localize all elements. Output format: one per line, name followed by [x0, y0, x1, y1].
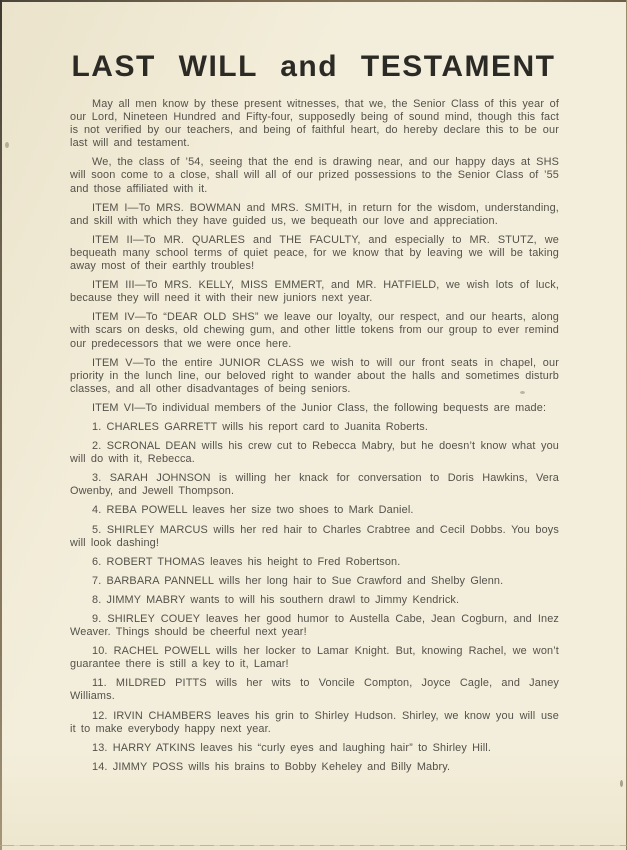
bequest-paragraph: 13. HARRY ATKINS leaves his “curly eyes and laughing hair” to Shirley Hill. [92, 741, 492, 754]
scan-edge-top [0, 0, 627, 2]
bequest-paragraph: 5. SHIRLEY MARCUS wills her red hair to Charles Crabtree and Cecil Dobbs. You boys will look dashing! [70, 523, 559, 549]
page-title: LAST WILL and TESTAMENT [71, 50, 556, 83]
scan-edge-bottom [0, 845, 627, 846]
scan-edge-left [0, 0, 2, 850]
bequest-paragraph: 9. SHIRLEY COUEY leaves her good humor to Austella Cabe, Jean Cogburn, and Inez Weaver. Things should be cheerful next year! [70, 613, 559, 639]
item-paragraph: ITEM V—To the entire JUNIOR CLASS we wish to will our front seats in chapel, our priority in the lunch line, our beloved right to wander about the halls and sometimes disturb classes, and all other disadvantages of being seniors. [70, 356, 559, 395]
item-paragraph: ITEM III—To MRS. KELLY, MISS EMMERT, and MR. HATFIELD, we wish lots of luck, because they will need it with their new juniors next year. [70, 279, 559, 305]
item-paragraph: ITEM VI—To individual members of the Junior Class, the following bequests are made: [92, 401, 547, 414]
bequest-paragraph: 10. RACHEL POWELL wills her locker to Lamar Knight. But, knowing Rachel, we won’t guarantee there is still a key to it, Lamar! [70, 645, 559, 671]
bequest-paragraph: 1. CHARLES GARRETT wills his report card to Juanita Roberts. [92, 420, 429, 433]
scan-speck [520, 391, 525, 394]
scan-speck [620, 780, 623, 787]
intro-paragraph: We, the class of ’54, seeing that the end is drawing near, and our happy days at SHS will soon come to a close, shall will all of our prized possessions to the Senior Class of ’55 and those affiliated with it. [70, 156, 559, 195]
bequest-paragraph: 14. JIMMY POSS wills his brains to Bobby Keheley and Billy Mabry. [92, 760, 451, 773]
items-section [70, 202, 559, 415]
item-paragraph: ITEM IV—To “DEAR OLD SHS” we leave our loyalty, our respect, and our hearts, along with scars on desks, old chewing gum, and other little tokens from our group to ever remind our predecessors that we were once here. [70, 311, 559, 350]
bequest-paragraph: 7. BARBARA PANNELL wills her long hair to Sue Crawford and Shelby Glenn. [92, 574, 504, 587]
will-text [70, 98, 559, 774]
bequests-section [70, 421, 559, 774]
bequest-paragraph: 12. IRVIN CHAMBERS leaves his grin to Shirley Hudson. Shirley, we know you will use it to make everybody happy next year. [70, 709, 559, 735]
intro-section [70, 98, 559, 196]
bequest-paragraph: 11. MILDRED PITTS wills her wits to Voncile Compton, Joyce Cagle, and Janey Williams. [70, 677, 559, 703]
bequest-paragraph: 6. ROBERT THOMAS leaves his height to Fred Robertson. [92, 555, 401, 568]
scan-speck [5, 142, 9, 148]
item-paragraph: ITEM II—To MR. QUARLES and THE FACULTY, and especially to MR. STUTZ, we bequeath many school terms of quiet peace, for we know that by leaving we will be taking away most of their earthly troubles! [70, 233, 559, 273]
bequest-paragraph: 3. SARAH JOHNSON is willing her knack for conversation to Doris Hawkins, Vera Owenby, and Jewell Thompson. [70, 472, 559, 498]
bequest-paragraph: 4. REBA POWELL leaves her size two shoes to Mark Daniel. [92, 504, 414, 517]
bequest-paragraph: 8. JIMMY MABRY wants to will his southern drawl to Jimmy Kendrick. [92, 593, 460, 606]
item-paragraph: ITEM I—To MRS. BOWMAN and MRS. SMITH, in return for the wisdom, understanding, and skill with which they have guided us, we bequeath our love and appreciation. [70, 201, 559, 227]
bequest-paragraph: 2. SCRONAL DEAN wills his crew cut to Rebecca Mabry, but he doesn’t know what you will do with it, Rebecca. [70, 440, 559, 466]
intro-paragraph: May all men know by these present witnesses, that we, the Senior Class of this year of our Lord, Nineteen Hundred and Fifty-four, supposedly being of sound mind, though this fact is not verified by our teachers, and being of faithful heart, do hereby declare this to be our last will and testament. [70, 98, 559, 150]
